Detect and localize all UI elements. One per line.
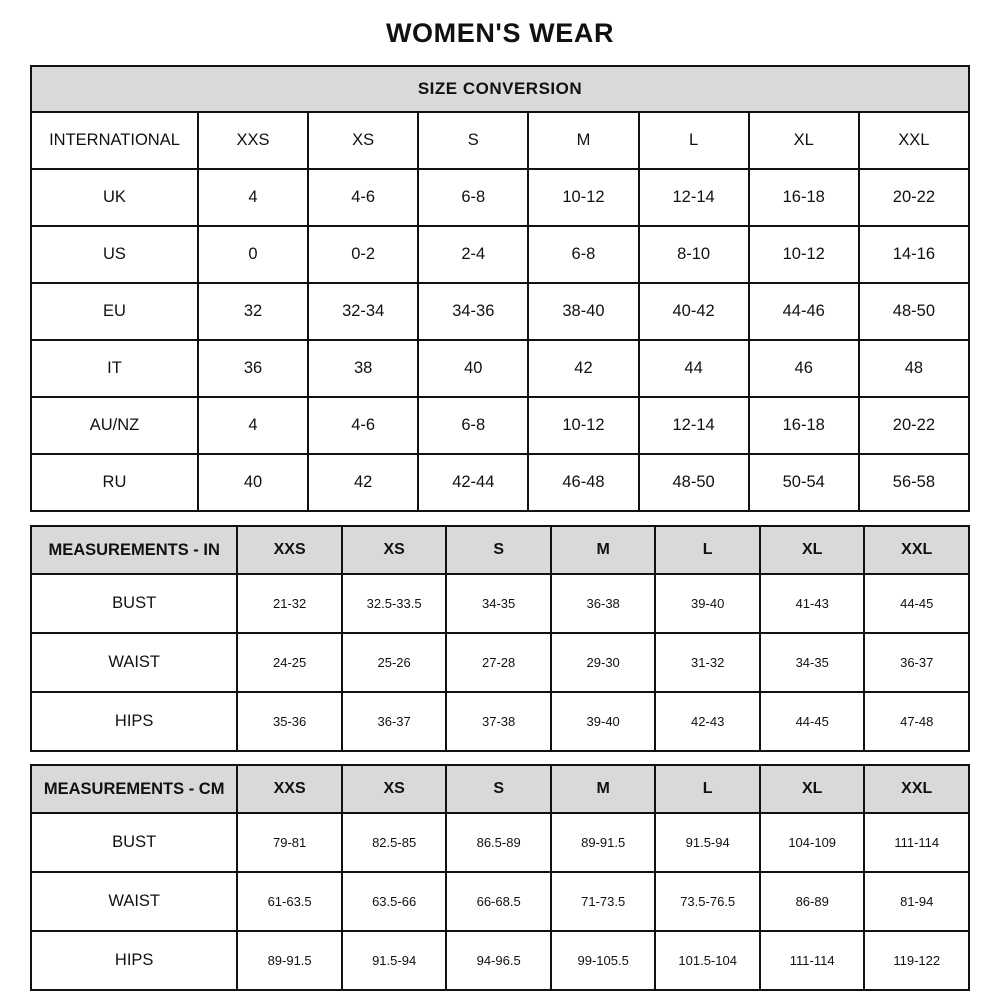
measurements-cm-cell: 81-94 [864,872,969,931]
measurements-in-row [31,633,969,692]
size-conversion-cell: 6-8 [418,397,528,454]
size-conversion-cell: 42 [528,340,638,397]
measurements-in-cell: 44-45 [760,692,865,751]
measurements-cm-cell: 73.5-76.5 [655,872,760,931]
measurements-cm-cell: 91.5-94 [342,931,447,990]
measurements-cm-cell: 63.5-66 [342,872,447,931]
measurements-in-cell: 36-38 [551,574,656,633]
size-conversion-cell: 50-54 [749,454,859,511]
size-conversion-cell: 8-10 [639,226,749,283]
measurements-cm-size-header: L [655,765,760,813]
measurements-cm-header-row [31,765,969,813]
size-conversion-cell: 40 [198,454,308,511]
size-conversion-cell: XXS [198,112,308,169]
size-conversion-row-label: EU [31,283,198,340]
measurements-in-cell: 21-32 [237,574,342,633]
size-conversion-cell: M [528,112,638,169]
measurements-cm-size-header: S [446,765,551,813]
size-conversion-cell: 32-34 [308,283,418,340]
measurements-cm-row [31,931,969,990]
measurements-cm-size-header: M [551,765,656,813]
size-conversion-cell: S [418,112,528,169]
measurements-in-cell: 29-30 [551,633,656,692]
measurements-cm-row-label: WAIST [31,872,237,931]
measurements-in-cell: 27-28 [446,633,551,692]
size-conversion-cell: 40 [418,340,528,397]
size-conversion-cell: 4 [198,169,308,226]
measurements-cm-size-header: XL [760,765,865,813]
size-conversion-row-label: RU [31,454,198,511]
size-conversion-row [31,169,969,226]
size-conversion-row-label: AU/NZ [31,397,198,454]
measurements-in-cell: 41-43 [760,574,865,633]
size-conversion-cell: XXL [859,112,969,169]
measurements-cm-size-header: XS [342,765,447,813]
size-conversion-row-label: UK [31,169,198,226]
measurements-in-table [30,525,970,752]
measurements-in-cell: 34-35 [446,574,551,633]
size-conversion-cell: XL [749,112,859,169]
size-conversion-cell: 4-6 [308,397,418,454]
measurements-in-cell: 24-25 [237,633,342,692]
size-conversion-cell: 6-8 [418,169,528,226]
size-conversion-cell: 0 [198,226,308,283]
measurements-in-row-label: HIPS [31,692,237,751]
measurements-cm-cell: 111-114 [760,931,865,990]
measurements-cm-title: MEASUREMENTS - CM [31,765,237,813]
measurements-cm-cell: 99-105.5 [551,931,656,990]
size-conversion-row [31,340,969,397]
size-conversion-cell: 12-14 [639,169,749,226]
measurements-in-size-header: XS [342,526,447,574]
measurements-in-size-header: S [446,526,551,574]
measurements-in-cell: 35-36 [237,692,342,751]
size-conversion-row-label: IT [31,340,198,397]
measurements-in-cell: 31-32 [655,633,760,692]
size-conversion-cell: 20-22 [859,169,969,226]
size-conversion-row [31,454,969,511]
measurements-in-cell: 34-35 [760,633,865,692]
size-conversion-cell: 42 [308,454,418,511]
size-conversion-cell: 36 [198,340,308,397]
size-conversion-cell: 4-6 [308,169,418,226]
measurements-in-row-label: BUST [31,574,237,633]
size-conversion-cell: 48-50 [639,454,749,511]
measurements-cm-size-header: XXS [237,765,342,813]
size-conversion-row-label: INTERNATIONAL [31,112,198,169]
measurements-cm-row-label: HIPS [31,931,237,990]
measurements-cm-row-label: BUST [31,813,237,872]
measurements-in-cell: 39-40 [551,692,656,751]
measurements-in-row [31,574,969,633]
size-conversion-cell: 16-18 [749,169,859,226]
size-conversion-cell: 48 [859,340,969,397]
measurements-in-size-header: L [655,526,760,574]
size-conversion-header-row [31,66,969,112]
measurements-in-cell: 37-38 [446,692,551,751]
measurements-cm-row [31,872,969,931]
size-conversion-cell: 40-42 [639,283,749,340]
size-conversion-cell: 16-18 [749,397,859,454]
size-conversion-cell: 46-48 [528,454,638,511]
size-conversion-row [31,226,969,283]
size-conversion-cell: 10-12 [528,169,638,226]
measurements-cm-cell: 89-91.5 [237,931,342,990]
size-conversion-cell: L [639,112,749,169]
measurements-in-cell: 39-40 [655,574,760,633]
size-conversion-cell: 2-4 [418,226,528,283]
measurements-cm-cell: 86.5-89 [446,813,551,872]
measurements-cm-cell: 86-89 [760,872,865,931]
measurements-in-cell: 32.5-33.5 [342,574,447,633]
measurements-in-cell: 47-48 [864,692,969,751]
measurements-in-size-header: XXS [237,526,342,574]
measurements-cm-cell: 101.5-104 [655,931,760,990]
measurements-cm-cell: 104-109 [760,813,865,872]
measurements-in-cell: 36-37 [864,633,969,692]
size-conversion-row-label: US [31,226,198,283]
size-conversion-cell: 48-50 [859,283,969,340]
size-conversion-cell: 10-12 [528,397,638,454]
measurements-in-row [31,692,969,751]
measurements-in-cell: 36-37 [342,692,447,751]
measurements-cm-cell: 82.5-85 [342,813,447,872]
measurements-in-size-header: XXL [864,526,969,574]
measurements-in-row-label: WAIST [31,633,237,692]
size-conversion-row [31,112,969,169]
size-conversion-table [30,65,970,512]
size-conversion-cell: 0-2 [308,226,418,283]
size-conversion-cell: 34-36 [418,283,528,340]
size-conversion-cell: 14-16 [859,226,969,283]
size-conversion-cell: 56-58 [859,454,969,511]
measurements-in-size-header: XL [760,526,865,574]
measurements-in-title: MEASUREMENTS - IN [31,526,237,574]
size-conversion-cell: 38-40 [528,283,638,340]
size-conversion-row [31,283,969,340]
measurements-cm-cell: 91.5-94 [655,813,760,872]
size-conversion-cell: 10-12 [749,226,859,283]
measurements-cm-cell: 119-122 [864,931,969,990]
measurements-cm-cell: 71-73.5 [551,872,656,931]
size-conversion-cell: 6-8 [528,226,638,283]
size-conversion-title: SIZE CONVERSION [31,66,969,112]
measurements-in-cell: 42-43 [655,692,760,751]
measurements-cm-cell: 111-114 [864,813,969,872]
size-conversion-cell: 38 [308,340,418,397]
size-conversion-cell: XS [308,112,418,169]
measurements-in-cell: 44-45 [864,574,969,633]
measurements-cm-cell: 61-63.5 [237,872,342,931]
measurements-cm-cell: 89-91.5 [551,813,656,872]
measurements-cm-cell: 79-81 [237,813,342,872]
size-conversion-row [31,397,969,454]
size-conversion-cell: 42-44 [418,454,528,511]
size-conversion-cell: 44-46 [749,283,859,340]
size-conversion-cell: 12-14 [639,397,749,454]
page-title: WOMEN'S WEAR [385,18,615,48]
measurements-cm-cell: 94-96.5 [446,931,551,990]
measurements-cm-size-header: XXL [864,765,969,813]
measurements-cm-table [30,764,970,991]
measurements-cm-cell: 66-68.5 [446,872,551,931]
size-conversion-cell: 32 [198,283,308,340]
size-conversion-cell: 46 [749,340,859,397]
measurements-cm-row [31,813,969,872]
measurements-in-size-header: M [551,526,656,574]
size-conversion-cell: 4 [198,397,308,454]
measurements-in-cell: 25-26 [342,633,447,692]
size-conversion-cell: 44 [639,340,749,397]
size-conversion-cell: 20-22 [859,397,969,454]
measurements-in-header-row [31,526,969,574]
